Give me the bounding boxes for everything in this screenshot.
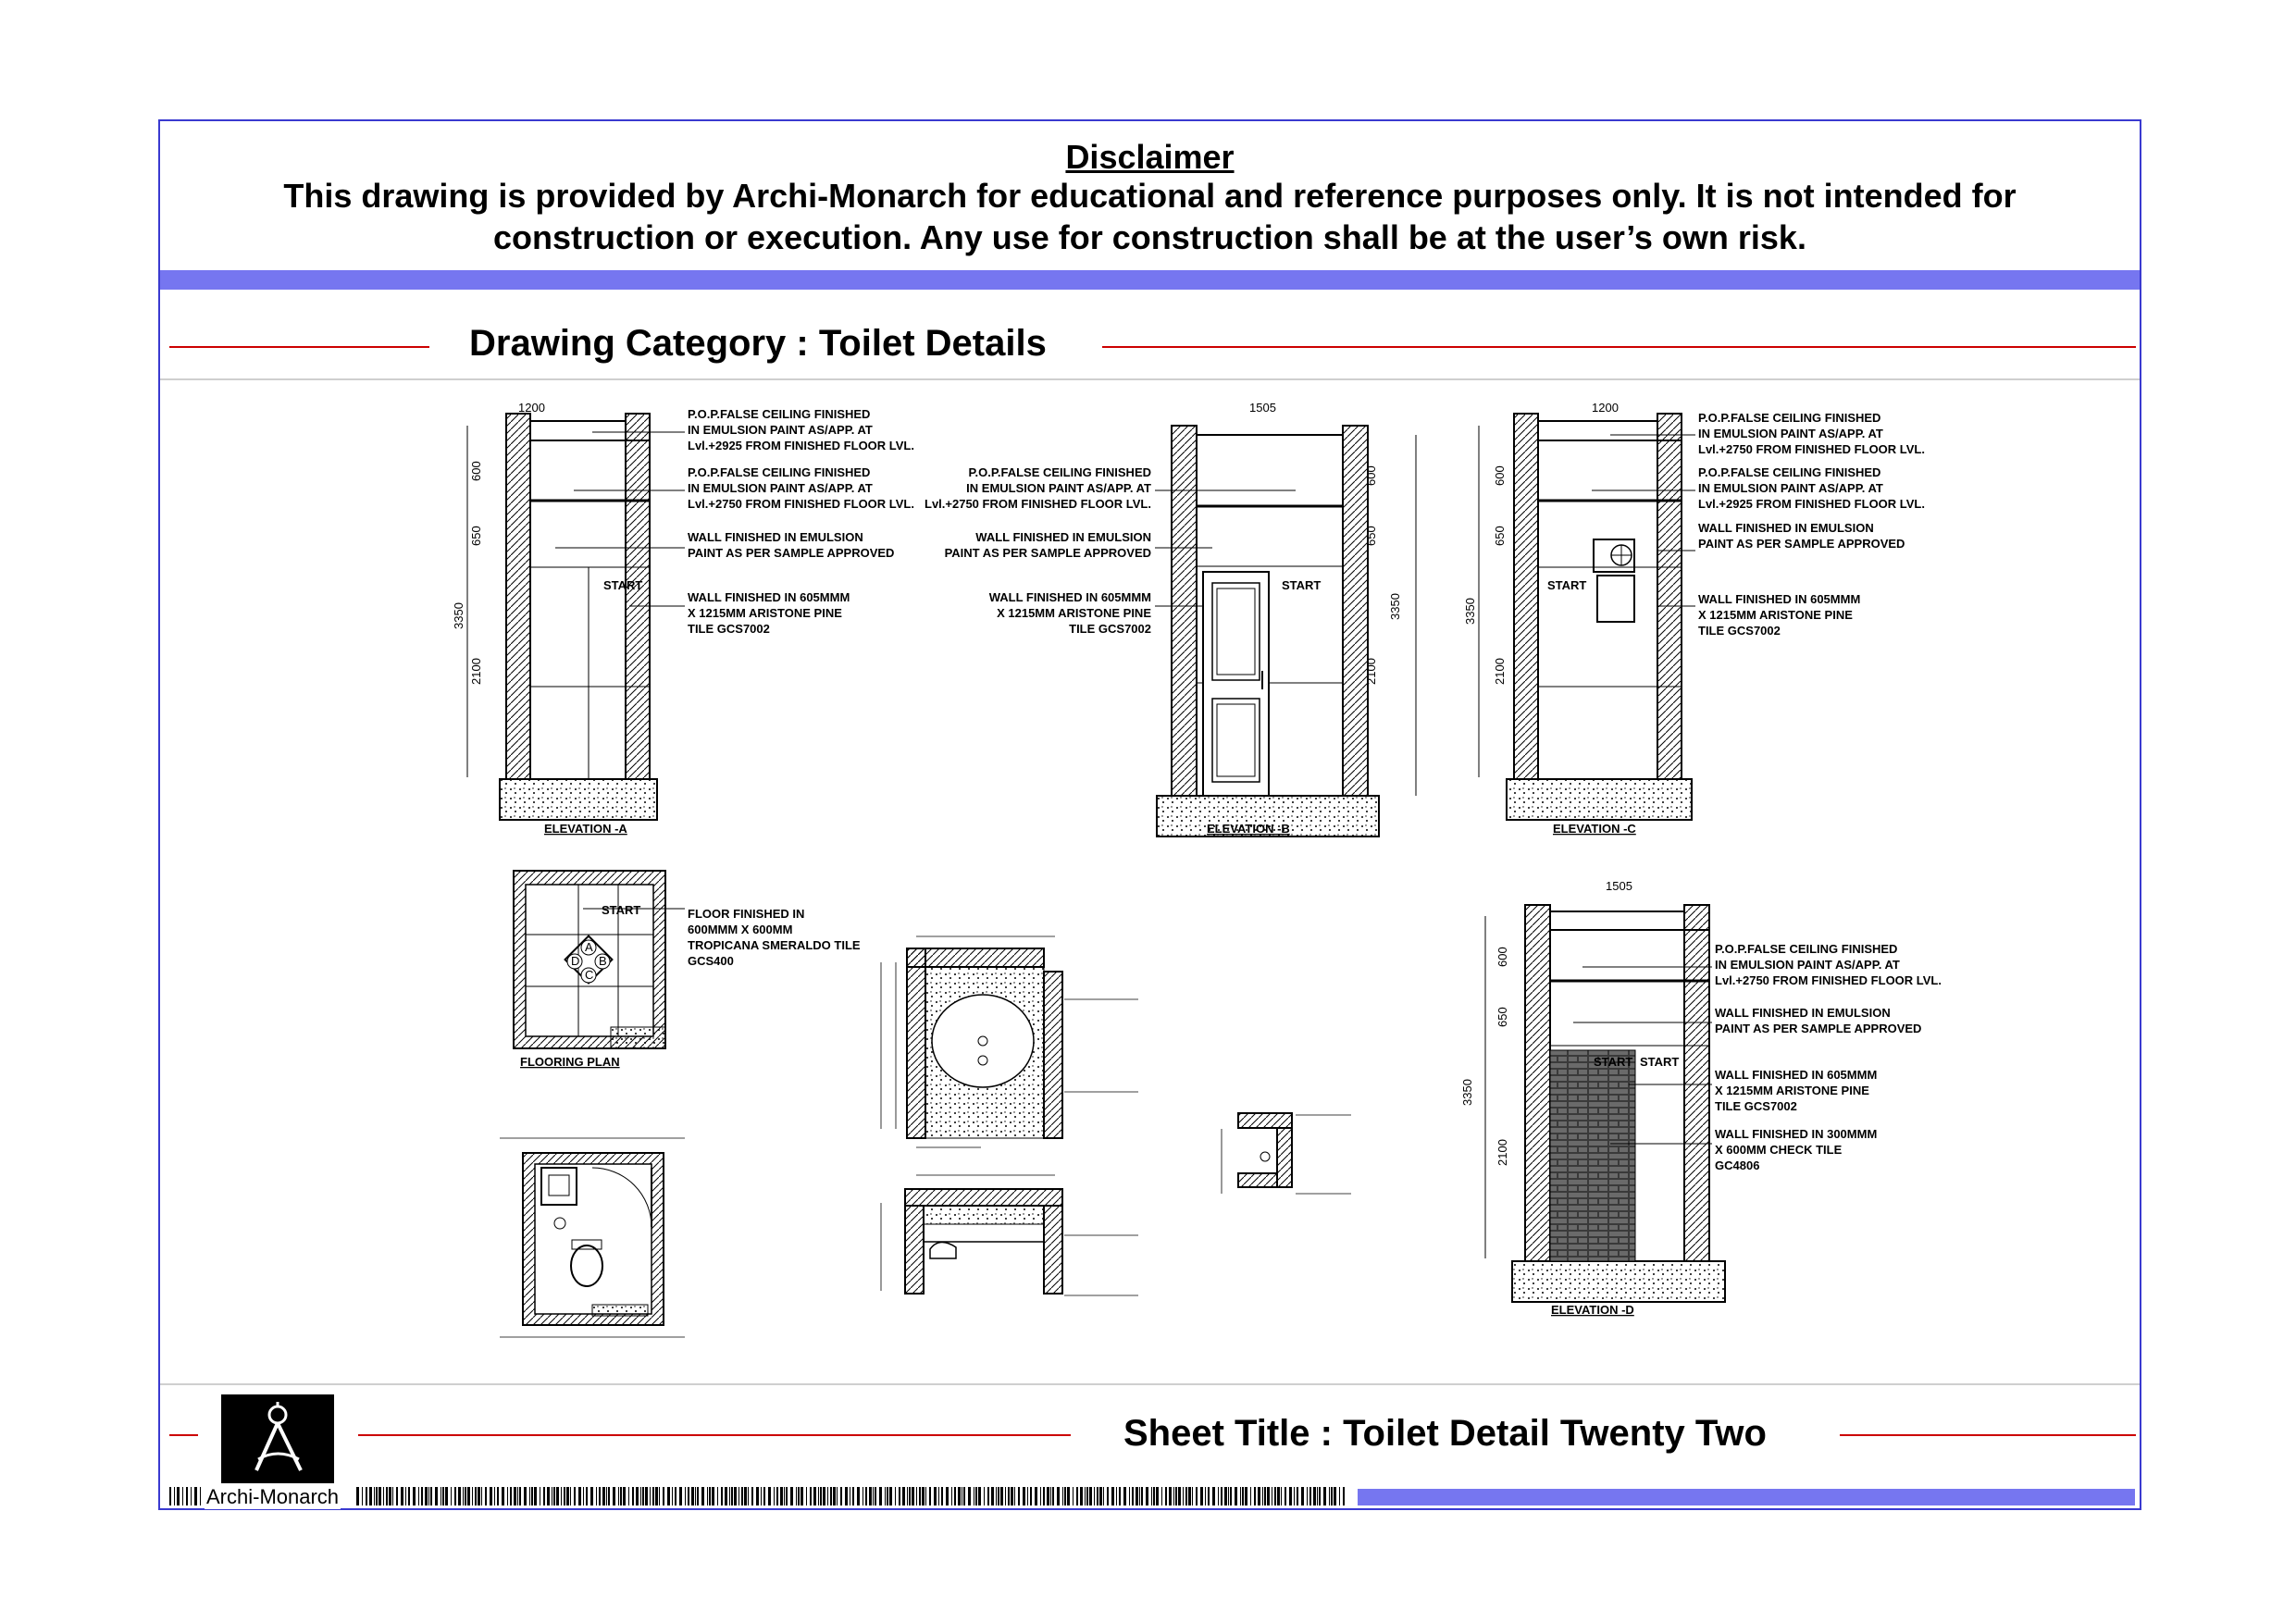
svg-text:TROPICANA SMERALDO TILE: TROPICANA SMERALDO TILE [688,938,861,952]
svg-text:X 1215MM ARISTONE PINE: X 1215MM ARISTONE PINE [688,606,842,620]
svg-text:Lvl.+2925 FROM FINISHED FLOOR: Lvl.+2925 FROM FINISHED FLOOR LVL. [1698,497,1925,511]
svg-text:TILE GCS7002: TILE GCS7002 [1698,624,1781,638]
svg-text:X 1215MM ARISTONE PINE: X 1215MM ARISTONE PINE [997,606,1151,620]
sheet-title: Sheet Title : Toilet Detail Twenty Two [1123,1413,1767,1454]
elevation-a [452,401,914,836]
svg-text:FLOOR FINISHED IN: FLOOR FINISHED IN [688,907,805,921]
svg-text:PAINT AS PER SAMPLE APPROVED: PAINT AS PER SAMPLE APPROVED [1698,537,1905,551]
svg-text:WALL FINISHED IN 300MMM: WALL FINISHED IN 300MMM [1715,1127,1878,1141]
svg-text:X 1215MM ARISTONE PINE: X 1215MM ARISTONE PINE [1698,608,1853,622]
elev-b-dim-600: 600 [1364,465,1378,486]
flooring-start: START [602,903,641,917]
svg-text:IN EMULSION PAINT AS/APP. AT: IN EMULSION PAINT AS/APP. AT [688,423,873,437]
elev-d-start-2: START [1640,1055,1680,1069]
svg-text:P.O.P.FALSE CEILING FINISHED: P.O.P.FALSE CEILING FINISHED [1698,411,1881,425]
svg-text:TILE GCS7002: TILE GCS7002 [688,622,770,636]
elevation-d [1460,879,1942,1317]
disclaimer-title: Disclaimer [1065,138,1235,176]
svg-text:GCS400: GCS400 [688,954,734,968]
svg-text:WALL FINISHED IN EMULSION: WALL FINISHED IN EMULSION [1715,1006,1891,1020]
wc-section [881,1175,1138,1295]
elev-a-slab [500,779,657,820]
svg-text:PAINT AS PER SAMPLE APPROVED: PAINT AS PER SAMPLE APPROVED [688,546,895,560]
svg-text:WALL FINISHED IN 605MMM: WALL FINISHED IN 605MMM [688,590,850,604]
svg-text:Lvl.+2750 FROM FINISHED FLOOR: Lvl.+2750 FROM FINISHED FLOOR LVL. [925,497,1151,511]
basin-section [881,936,1138,1147]
svg-text:IN EMULSION PAINT AS/APP. AT: IN EMULSION PAINT AS/APP. AT [1715,958,1900,972]
svg-text:TILE GCS7002: TILE GCS7002 [1069,622,1151,636]
elev-a-dim-2100: 2100 [469,658,483,685]
elev-d-dim-600: 600 [1496,947,1509,967]
elev-d-dim-650: 650 [1496,1007,1509,1027]
svg-text:X 1215MM ARISTONE PINE: X 1215MM ARISTONE PINE [1715,1084,1869,1097]
svg-text:Lvl.+2750 FROM FINISHED FLOOR: Lvl.+2750 FROM FINISHED FLOOR LVL. [688,497,914,511]
drawing-category: Drawing Category : Toilet Details [469,323,1047,364]
svg-text:P.O.P.FALSE CEILING FINISHED: P.O.P.FALSE CEILING FINISHED [968,465,1151,479]
svg-text:IN EMULSION PAINT AS/APP. AT: IN EMULSION PAINT AS/APP. AT [1698,427,1883,440]
elev-c-dim-width: 1200 [1592,401,1619,415]
svg-text:WALL FINISHED IN EMULSION: WALL FINISHED IN EMULSION [975,530,1151,544]
elev-a-start: START [603,578,643,592]
svg-text:PAINT AS PER SAMPLE APPROVED: PAINT AS PER SAMPLE APPROVED [1715,1022,1922,1035]
elev-d-title: ELEVATION -D [1551,1303,1634,1317]
elev-d-notes [1715,942,1942,1172]
elev-b-start: START [1282,578,1322,592]
elev-c-start: START [1547,578,1587,592]
elev-d-check-tile [1550,1050,1635,1261]
niche-section [1222,1113,1351,1194]
elev-c-mirror [1597,576,1634,622]
elev-c-dim-650: 650 [1493,526,1507,546]
svg-text:P.O.P.FALSE CEILING FINISHED: P.O.P.FALSE CEILING FINISHED [1715,942,1898,956]
elev-a-wall-left [506,414,530,779]
svg-text:C: C [585,968,594,982]
elev-b-notes [925,465,1151,636]
elev-a-dim-600: 600 [469,461,483,481]
elev-d-dim-width: 1505 [1606,879,1632,893]
disclaimer-line-1: This drawing is provided by Archi-Monarch for educational and reference purposes only. It is not intended for [283,177,2017,215]
svg-text:IN EMULSION PAINT AS/APP. AT: IN EMULSION PAINT AS/APP. AT [688,481,873,495]
elev-b-dim-2100: 2100 [1364,658,1378,685]
svg-text:IN EMULSION PAINT AS/APP. AT: IN EMULSION PAINT AS/APP. AT [1698,481,1883,495]
elev-a-dim-width: 1200 [518,401,545,415]
elev-c-dim-total: 3350 [1463,598,1477,625]
flooring-notes [688,907,861,968]
svg-text:Lvl.+2925 FROM FINISHED FLOOR: Lvl.+2925 FROM FINISHED FLOOR LVL. [688,439,914,452]
svg-text:WALL FINISHED IN 605MMM: WALL FINISHED IN 605MMM [1715,1068,1878,1082]
elev-a-dim-650: 650 [469,526,483,546]
elev-b-dim-650: 650 [1364,526,1378,546]
svg-text:P.O.P.FALSE CEILING FINISHED: P.O.P.FALSE CEILING FINISHED [688,465,871,479]
elev-c-notes [1698,411,1925,638]
svg-text:P.O.P.FALSE CEILING FINISHED: P.O.P.FALSE CEILING FINISHED [1698,465,1881,479]
elev-d-start-1: START [1594,1055,1633,1069]
svg-text:600MMM X 600MM: 600MMM X 600MM [688,923,793,936]
elev-c-dim-2100: 2100 [1493,658,1507,685]
elev-a-dim-total: 3350 [452,602,465,629]
elev-d-dim-total: 3350 [1460,1079,1474,1106]
svg-text:Lvl.+2750 FROM FINISHED FLOOR: Lvl.+2750 FROM FINISHED FLOOR LVL. [1698,442,1925,456]
flooring-title: FLOORING PLAN [520,1055,620,1069]
svg-text:D: D [571,954,580,968]
svg-text:TILE GCS7002: TILE GCS7002 [1715,1099,1797,1113]
elev-d-dim-2100: 2100 [1496,1139,1509,1166]
elevation-c [1463,401,1925,836]
svg-text:B: B [599,954,607,968]
svg-text:GC4806: GC4806 [1715,1158,1760,1172]
elev-a-title: ELEVATION -A [544,822,627,836]
elev-a-notes [688,407,914,636]
svg-text:WALL FINISHED IN 605MMM: WALL FINISHED IN 605MMM [988,590,1151,604]
svg-text:WALL FINISHED IN EMULSION: WALL FINISHED IN EMULSION [688,530,863,544]
elevation-b [925,401,1416,836]
elev-a-wall-right [626,414,650,779]
elev-c-dim-600: 600 [1493,465,1507,486]
svg-text:PAINT AS PER SAMPLE APPROVED: PAINT AS PER SAMPLE APPROVED [944,546,1151,560]
toilet-plan [500,1138,685,1337]
svg-text:A: A [585,940,593,954]
disclaimer-line-2: construction or execution. Any use for construction shall be at the user’s own risk. [493,218,1806,256]
svg-text:Lvl.+2750 FROM FINISHED FLOOR: Lvl.+2750 FROM FINISHED FLOOR LVL. [1715,973,1942,987]
svg-text:P.O.P.FALSE CEILING FINISHED: P.O.P.FALSE CEILING FINISHED [688,407,871,421]
svg-text:WALL FINISHED IN EMULSION: WALL FINISHED IN EMULSION [1698,521,1874,535]
elev-b-dim-total: 3350 [1388,593,1402,620]
svg-text:X 600MM CHECK TILE: X 600MM CHECK TILE [1715,1143,1843,1157]
elev-b-dim-width: 1505 [1249,401,1276,415]
flooring-plan [514,871,861,1069]
svg-text:WALL FINISHED IN 605MMM: WALL FINISHED IN 605MMM [1698,592,1861,606]
brand-name: Archi-Monarch [206,1485,340,1508]
elev-c-title: ELEVATION -C [1553,822,1636,836]
svg-text:IN EMULSION PAINT AS/APP. AT: IN EMULSION PAINT AS/APP. AT [966,481,1151,495]
elev-b-title: ELEVATION -B [1207,822,1290,836]
